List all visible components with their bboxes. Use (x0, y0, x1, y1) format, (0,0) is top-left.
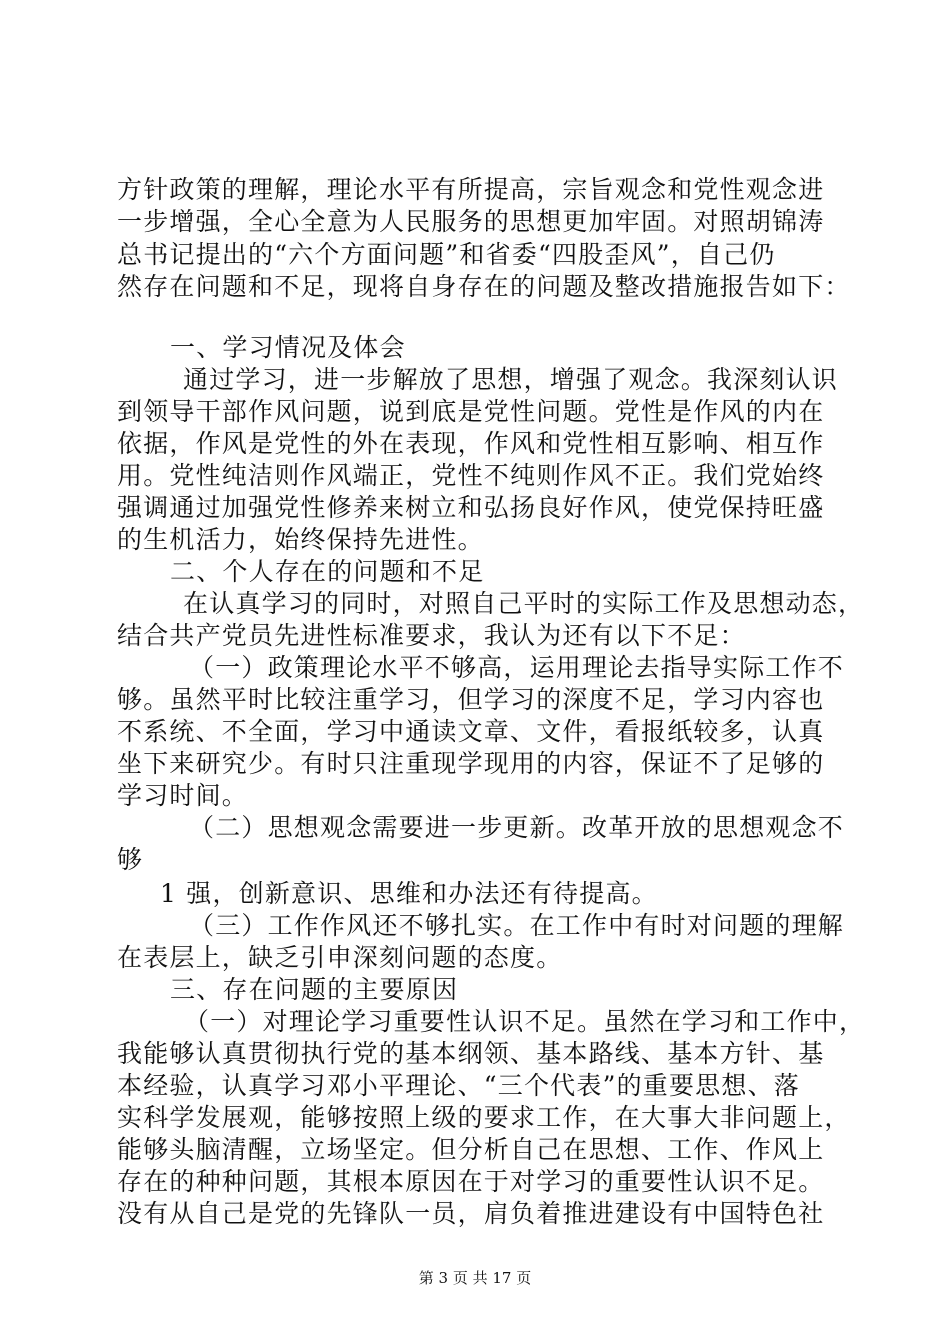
paragraph-line: 到领导干部作风问题，说到底是党性问题。党性是作风的内在 (117, 397, 825, 426)
paragraph-line: 实科学发展观，能够按照上级的要求工作，在大事大非问题上， (117, 1103, 851, 1132)
paragraph-line: 用。党性纯洁则作风端正，党性不纯则作风不正。我们党始终 (117, 461, 825, 490)
paragraph-line: 不系统、不全面，学习中通读文章、文件，看报纸较多，认真 (117, 717, 825, 746)
paragraph-line: 够。虽然平时比较注重学习，但学习的深度不足，学习内容也 (117, 685, 825, 714)
paragraph-line: 够 (117, 845, 144, 874)
paragraph-line: 依据，作风是党性的外在表现，作风和党性相互影响、相互作 (117, 429, 825, 458)
paragraph-line: 通过学习，进一步解放了思想，增强了观念。我深刻认识 (183, 365, 839, 394)
paragraph-line: 本经验，认真学习邓小平理论、“三个代表”的重要思想、落 (117, 1071, 800, 1100)
paragraph-line: 1 强，创新意识、思维和办法还有待提高。 (160, 879, 658, 908)
paragraph-line: （一）政策理论水平不够高，运用理论去指导实际工作不 (189, 653, 845, 682)
paragraph-line: 我能够认真贯彻执行党的基本纲领、基本路线、基本方针、基 (117, 1039, 825, 1068)
section-heading: 三、存在问题的主要原因 (170, 975, 459, 1004)
paragraph-line: （一）对理论学习重要性认识不足。虽然在学习和工作中， (184, 1007, 866, 1036)
paragraph-line: 总书记提出的“六个方面问题”和省委“四股歪风”，自己仍 (117, 240, 776, 269)
paragraph-line: （三）工作作风还不够扎实。在工作中有时对问题的理解 (189, 911, 845, 940)
paragraph-line: 能够头脑清醒，立场坚定。但分析自己在思想、工作、作风上 (117, 1135, 825, 1164)
paragraph-line: 学习时间。 (117, 781, 249, 810)
paragraph-line: 没有从自己是党的先锋队一员，肩负着推进建设有中国特色社 (117, 1199, 825, 1228)
paragraph-line: 然存在问题和不足，现将自身存在的问题及整改措施报告如下： (117, 272, 851, 301)
paragraph-line: 方针政策的理解，理论水平有所提高，宗旨观念和党性观念进 (117, 175, 825, 204)
paragraph-line: 坐下来研究少。有时只注重现学现用的内容，保证不了足够的 (117, 749, 825, 778)
paragraph-line: 在表层上，缺乏引申深刻问题的态度。 (117, 943, 563, 972)
paragraph-line: 的生机活力，始终保持先进性。 (117, 525, 484, 554)
paragraph-line: 强调通过加强党性修养来树立和弘扬良好作风，使党保持旺盛 (117, 493, 825, 522)
page-number: 第 3 页 共 17 页 (418, 1269, 532, 1287)
paragraph-line: （二）思想观念需要进一步更新。改革开放的思想观念不 (189, 813, 845, 842)
paragraph-line: 结合共产党员先进性标准要求，我认为还有以下不足： (117, 621, 746, 650)
paragraph-line: 一步增强，全心全意为人民服务的思想更加牢固。对照胡锦涛 (117, 207, 825, 236)
paragraph-line: 在认真学习的同时，对照自己平时的实际工作及思想动态， (183, 589, 865, 618)
section-heading: 一、学习情况及体会 (170, 333, 406, 362)
section-heading: 二、个人存在的问题和不足 (170, 557, 485, 586)
paragraph-line: 存在的种种问题，其根本原因在于对学习的重要性认识不足。 (117, 1167, 825, 1196)
